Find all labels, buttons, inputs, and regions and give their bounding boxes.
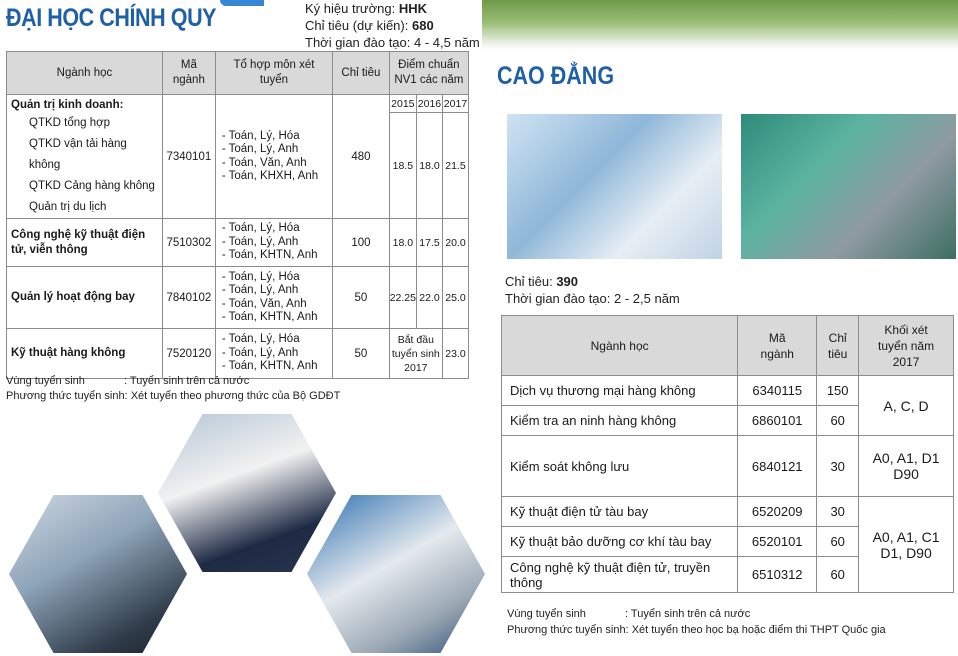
major-quota: 30 [817, 436, 859, 497]
table-row-major: Kỹ thuật hàng không [7, 329, 163, 379]
college-title: CAO ĐẲNG [497, 62, 615, 90]
major-code: 6860101 [738, 406, 817, 436]
air-traffic-control-photo [9, 495, 187, 653]
college-admissions-table [501, 315, 954, 593]
table-row-major: Kiểm soát không lưu [502, 436, 738, 497]
header-code: Mã ngành [738, 316, 817, 376]
score-2017: 21.5 [442, 113, 468, 219]
header-quota: Chỉ tiêu [333, 52, 390, 95]
major-quota: 60 [817, 557, 859, 593]
subject-combos: - Toán, Lý, Hóa - Toán, Lý, Anh - Toán, KHTN, Anh [215, 329, 332, 379]
method-note: Phương thức tuyển sinh: Xét tuyển theo phương thức của Bộ GDĐT [6, 390, 341, 402]
college-info [505, 273, 680, 307]
score-2016: 17.5 [416, 219, 442, 267]
admission-group: A0, A1, D1 D90 [859, 436, 954, 497]
major-code: 7510302 [162, 219, 215, 267]
header-score: Điểm chuẩn NV1 các năm [389, 52, 468, 95]
score-2015: 22.25 [389, 267, 416, 329]
year-2017: 2017 [442, 95, 468, 113]
major-quota: 30 [817, 497, 859, 527]
major-code: 7840102 [162, 267, 215, 329]
score-2016: 22.0 [416, 267, 442, 329]
table-row-major: Quản trị kinh doanh: QTKD tổng hợp QTKD vận tải hàng không QTKD Cảng hàng không Quản trị du lịch [7, 95, 163, 219]
major-code: 6510312 [738, 557, 817, 593]
score-note: Bắt đầu tuyển sinh 2017 [389, 329, 442, 379]
table-row-major: Quản lý hoạt động bay [7, 267, 163, 329]
university-title: ĐẠI HỌC CHÍNH QUY [6, 4, 217, 32]
table-row-major: Dịch vụ thương mại hàng không [502, 376, 738, 406]
table-row-major: Công nghệ kỹ thuật điện tử, viễn thông [7, 219, 163, 267]
header-major: Ngành học [502, 316, 738, 376]
header-group: Khối xét tuyển năm 2017 [859, 316, 954, 376]
subject-combos: - Toán, Lý, Hóa - Toán, Lý, Anh - Toán, Văn, Anh - Toán, KHXH, Anh [215, 95, 332, 219]
admission-group: A, C, D [859, 376, 954, 436]
major-code: 7340101 [162, 95, 215, 219]
major-quota: 100 [333, 219, 390, 267]
table-row-major: Kỹ thuật bảo dưỡng cơ khí tàu bay [502, 527, 738, 557]
score-2017: 23.0 [442, 329, 468, 379]
major-quota: 480 [333, 95, 390, 219]
score-2015: 18.5 [389, 113, 416, 219]
admission-group: A0, A1, C1 D1, D90 [859, 497, 954, 593]
header-combo: Tổ hợp môn xét tuyển [215, 52, 332, 95]
major-quota: 60 [817, 406, 859, 436]
major-quota: 50 [333, 329, 390, 379]
university-notes [6, 374, 340, 404]
university-info [305, 0, 480, 51]
campus-banner-photo [482, 0, 958, 50]
college-duration-line: Thời gian đào tạo: 2 - 2,5 năm [505, 291, 680, 306]
header-quota: Chỉ tiêu [817, 316, 859, 376]
header-major: Ngành học [7, 52, 163, 95]
score-2017: 20.0 [442, 219, 468, 267]
score-2016: 18.0 [416, 113, 442, 219]
major-quota: 60 [817, 527, 859, 557]
score-2017: 25.0 [442, 267, 468, 329]
major-quota: 150 [817, 376, 859, 406]
college-notes [507, 606, 886, 638]
score-2015: 18.0 [389, 219, 416, 267]
major-code: 6340115 [738, 376, 817, 406]
region-note: Vùng tuyển sinh : Tuyển sinh trên cả nước [507, 608, 751, 620]
major-code: 7520120 [162, 329, 215, 379]
subject-combos: - Toán, Lý, Hóa - Toán, Lý, Anh - Toán, Văn, Anh - Toán, KHTN, Anh [215, 267, 332, 329]
electronics-lab-photo [307, 495, 485, 653]
year-2016: 2016 [416, 95, 442, 113]
table-row-major: Công nghệ kỹ thuật điện tử, truyền thông [502, 557, 738, 593]
header-accent-shape [220, 0, 264, 6]
college-quota-line: Chỉ tiêu: 390 [505, 274, 579, 289]
header-code: Mã ngành [162, 52, 215, 95]
school-code-line: Ký hiệu trường: HHK [305, 1, 428, 16]
table-row-major: Kiểm tra an ninh hàng không [502, 406, 738, 436]
university-duration-line: Thời gian đào tạo: 4 - 4,5 năm [305, 35, 480, 50]
major-quota: 50 [333, 267, 390, 329]
region-note: Vùng tuyển sinh : Tuyển sinh trên cả nước [6, 375, 250, 387]
service-office-photo [507, 114, 722, 259]
major-code: 6840121 [738, 436, 817, 497]
major-code: 6520101 [738, 527, 817, 557]
students-uniform-photo [158, 414, 336, 572]
university-quota-line: Chỉ tiêu (dự kiến): 680 [305, 18, 434, 33]
engine-workshop-photo [741, 114, 956, 259]
university-admissions-table [6, 51, 469, 379]
table-row-major: Kỹ thuật điện tử tàu bay [502, 497, 738, 527]
major-code: 6520209 [738, 497, 817, 527]
subject-combos: - Toán, Lý, Hóa - Toán, Lý, Anh - Toán, KHTN, Anh [215, 219, 332, 267]
method-note: Phương thức tuyển sinh: Xét tuyển theo học bạ hoặc điểm thi THPT Quốc gia [507, 624, 886, 636]
year-2015: 2015 [389, 95, 416, 113]
